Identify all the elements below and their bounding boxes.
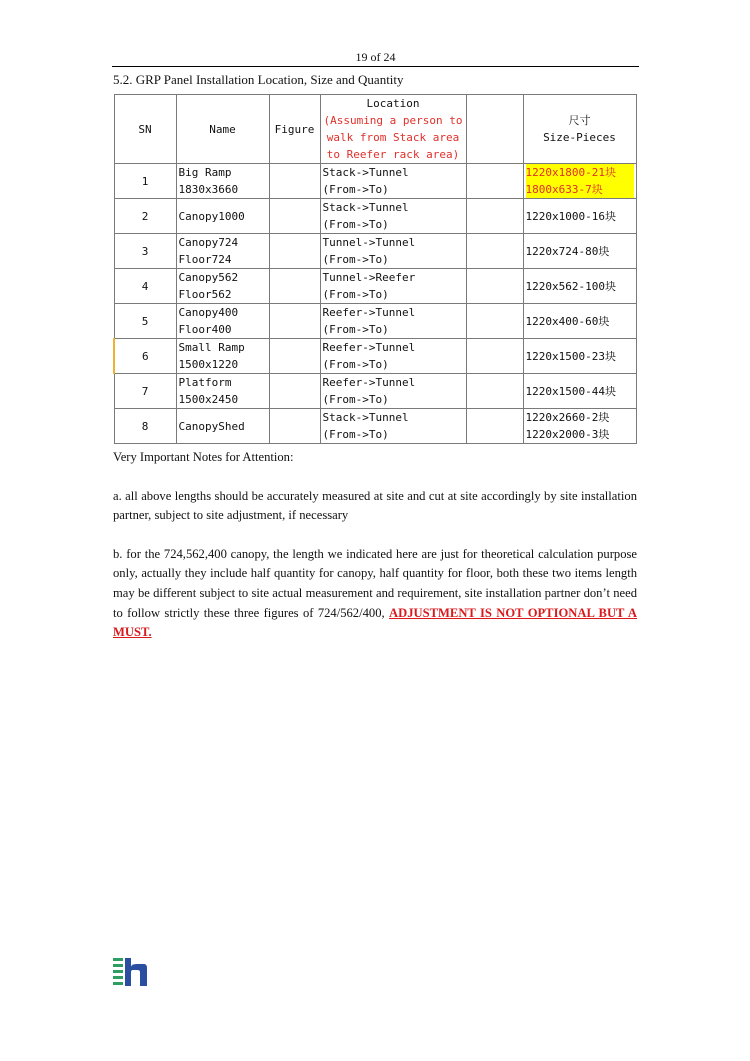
cell-size — [523, 269, 636, 304]
name-line: Canopy1000 — [178, 209, 245, 223]
location-line: Stack->Tunnel — [322, 201, 409, 214]
location-line: Reefer->Tunnel — [322, 341, 416, 354]
cell-sn: 5 — [114, 304, 176, 339]
cell-blank — [466, 304, 523, 339]
size-line: 1220x562-100块 — [525, 279, 616, 293]
header-size-line: Size-Pieces — [543, 131, 616, 144]
note-b — [113, 545, 637, 643]
note-a: a. all above lengths should be accurately measured at site and cut at site accordingly by site installation partner, subject to site adjustment, if necessary — [113, 488, 637, 523]
cell-name — [176, 269, 269, 304]
name-line: Floor562 — [178, 288, 232, 301]
cell-figure — [269, 409, 320, 444]
location-line: Reefer->Tunnel — [322, 306, 416, 319]
cell-size — [523, 304, 636, 339]
cell-size — [523, 199, 636, 234]
cell-location — [320, 304, 466, 339]
cell-figure — [269, 269, 320, 304]
cell-figure — [269, 199, 320, 234]
location-line: (From->To) — [322, 183, 389, 196]
cell-location — [320, 199, 466, 234]
table-row — [114, 199, 636, 234]
cell-name — [176, 304, 269, 339]
table-row — [114, 164, 636, 199]
name-line: Big Ramp — [178, 166, 232, 179]
company-logo — [113, 958, 147, 986]
cell-sn: 7 — [114, 374, 176, 409]
cell-figure — [269, 164, 320, 199]
table-row — [114, 409, 636, 444]
location-line: (From->To) — [322, 428, 389, 441]
cell-sn: 8 — [114, 409, 176, 444]
name-line: Canopy562 — [178, 271, 239, 284]
cell-sn: 2 — [114, 199, 176, 234]
table-row — [114, 339, 636, 374]
size-line: 1220x400-60块 — [525, 314, 610, 328]
location-line: (From->To) — [322, 358, 389, 371]
name-line: Small Ramp — [178, 341, 245, 354]
header-figure: Figure — [269, 95, 320, 164]
table-header-row — [114, 95, 636, 164]
location-line: Tunnel->Reefer — [322, 271, 416, 284]
size-line: 1220x2000-3块 — [525, 428, 610, 441]
cell-name — [176, 199, 269, 234]
size-line: 1220x1000-16块 — [525, 209, 616, 223]
header-size-line: 尺寸 — [568, 114, 591, 127]
location-line: Tunnel->Tunnel — [322, 236, 416, 249]
grp-panel-table — [113, 94, 637, 444]
cell-blank — [466, 234, 523, 269]
cell-blank — [466, 374, 523, 409]
cell-name — [176, 409, 269, 444]
header-location-line: walk from Stack area — [326, 131, 460, 144]
note-b-text: b. for the 724,562,400 canopy, the length we indicated here are just for theoretical calculation purpose only, actually they include half quantity for canopy, half quantity for floor, both these two items length may be different subject to site actual measurement and requirement, site installation partner don’t need to follow strictly these three figures of 724/562/400, — [113, 546, 637, 620]
cell-figure — [269, 304, 320, 339]
cell-sn: 6 — [114, 339, 176, 374]
name-line: 1500x2450 — [178, 393, 239, 406]
header-location-line: Location — [366, 97, 420, 110]
cell-location — [320, 234, 466, 269]
name-line: CanopyShed — [178, 419, 245, 433]
name-line: Floor724 — [178, 253, 232, 266]
cell-name — [176, 164, 269, 199]
header-location-line: to Reefer rack area) — [326, 148, 460, 161]
cell-blank — [466, 409, 523, 444]
notes-section — [113, 448, 637, 643]
cell-size — [523, 234, 636, 269]
location-line: (From->To) — [322, 393, 389, 406]
cell-sn: 3 — [114, 234, 176, 269]
header-size — [523, 95, 636, 164]
size-line: 1220x724-80块 — [525, 244, 610, 258]
header-rule — [112, 66, 639, 67]
cell-location — [320, 409, 466, 444]
size-line: 1220x1500-44块 — [525, 384, 616, 398]
location-line: (From->To) — [322, 218, 389, 231]
cell-blank — [466, 199, 523, 234]
cell-figure — [269, 339, 320, 374]
cell-figure — [269, 234, 320, 269]
header-blank — [466, 95, 523, 164]
cell-location — [320, 339, 466, 374]
location-line: (From->To) — [322, 323, 389, 336]
notes-heading: Very Important Notes for Attention: — [113, 450, 294, 464]
note-b-emphasis: ADJUSTMENT IS NOT OPTIONAL BUT A MUST. — [113, 605, 638, 640]
cell-name — [176, 374, 269, 409]
table-row — [114, 234, 636, 269]
cell-figure — [269, 374, 320, 409]
cell-name — [176, 339, 269, 374]
size-line: 1220x1800-21块 — [526, 164, 634, 181]
location-line: Stack->Tunnel — [322, 411, 409, 424]
cell-location — [320, 164, 466, 199]
size-line: 1220x1500-23块 — [525, 349, 616, 363]
header-sn: SN — [114, 95, 176, 164]
cell-sn: 1 — [114, 164, 176, 199]
name-line: Platform — [178, 376, 232, 389]
cell-name — [176, 234, 269, 269]
cell-blank — [466, 164, 523, 199]
name-line: Canopy724 — [178, 236, 239, 249]
size-line: 1800x633-7块 — [526, 181, 634, 198]
name-line: Floor400 — [178, 323, 232, 336]
table-row — [114, 304, 636, 339]
cell-location — [320, 269, 466, 304]
location-line: Reefer->Tunnel — [322, 376, 416, 389]
table-row — [114, 269, 636, 304]
header-name: Name — [176, 95, 269, 164]
cell-size-highlighted — [523, 164, 636, 199]
cell-location — [320, 374, 466, 409]
cell-size — [523, 339, 636, 374]
location-line: (From->To) — [322, 288, 389, 301]
table-row — [114, 374, 636, 409]
page-number: 19 of 24 — [355, 50, 396, 64]
header-location-line: (Assuming a person to — [323, 114, 463, 127]
cell-blank — [466, 269, 523, 304]
cell-sn: 4 — [114, 269, 176, 304]
header-location — [320, 95, 466, 164]
cell-size — [523, 409, 636, 444]
size-line: 1220x2660-2块 — [525, 411, 610, 424]
name-line: Canopy400 — [178, 306, 239, 319]
cell-size — [523, 374, 636, 409]
name-line: 1500x1220 — [178, 358, 239, 371]
location-line: Stack->Tunnel — [322, 166, 409, 179]
section-title: 5.2. GRP Panel Installation Location, Size and Quantity — [113, 72, 404, 87]
location-line: (From->To) — [322, 253, 389, 266]
name-line: 1830x3660 — [178, 183, 239, 196]
cell-blank — [466, 339, 523, 374]
